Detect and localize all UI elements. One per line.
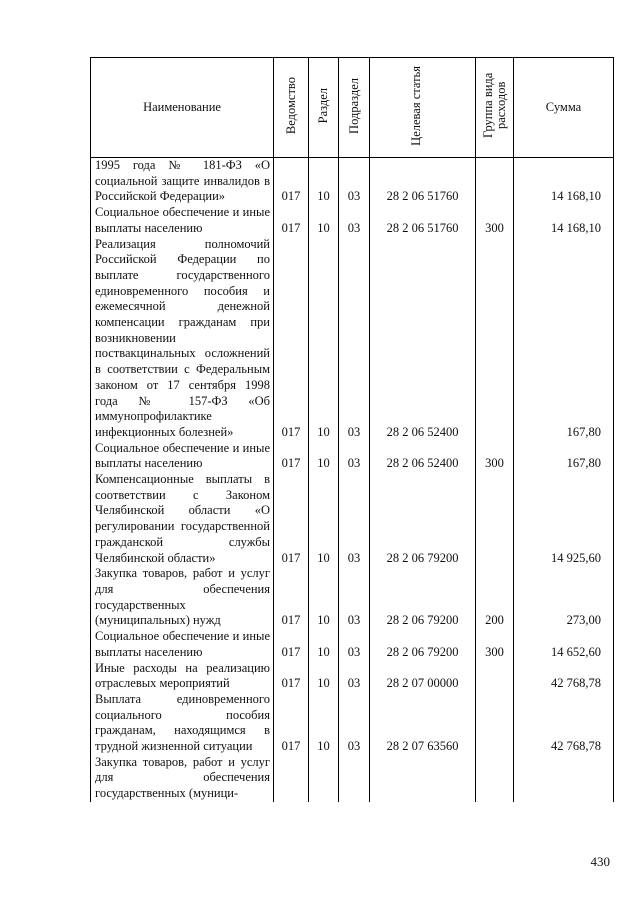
cell-name: Выплата единовременного социального пособия гражданам, находящимся в трудной жизненной ситуации — [91, 692, 274, 755]
cell-name: Реализация полномочий Российской Федерации по выплате государственного единовременного пособия и ежемесячной денежной компенсации гражданам при возникновении поствакцинальных осложнений в соответствии с Федеральным законом от 17 сентября 1998 года № 157-ФЗ «Об иммунопрофилактике инфекционных болезней» — [91, 237, 274, 441]
cell-gruppa — [476, 692, 514, 755]
cell-gruppa: 300 — [476, 205, 514, 236]
cell-celevaya: 28 2 06 51760 — [370, 205, 476, 236]
table-row — [91, 755, 614, 802]
cell-podrazdel: 03 — [339, 237, 370, 441]
cell-ved: 017 — [274, 158, 309, 206]
cell-summa: 167,80 — [514, 441, 614, 472]
table-row — [91, 237, 614, 441]
cell-name: 1995 года № 181-ФЗ «О социальной защите инвалидов в Российской Федерации» — [91, 158, 274, 206]
cell-celevaya: 28 2 06 52400 — [370, 237, 476, 441]
cell-summa: 14 168,10 — [514, 205, 614, 236]
cell-razdel: 10 — [309, 566, 339, 629]
cell-celevaya: 28 2 06 79200 — [370, 472, 476, 566]
cell-gruppa — [476, 237, 514, 441]
cell-podrazdel: 03 — [339, 158, 370, 206]
cell-celevaya: 28 2 07 63560 — [370, 692, 476, 755]
cell-name: Социальное обеспечение и иные выплаты населению — [91, 205, 274, 236]
cell-ved: 017 — [274, 661, 309, 692]
cell-celevaya: 28 2 06 79200 — [370, 629, 476, 660]
cell-summa: 14 168,10 — [514, 158, 614, 206]
cell-summa: 14 925,60 — [514, 472, 614, 566]
cell-gruppa: 300 — [476, 629, 514, 660]
cell-podrazdel: 03 — [339, 692, 370, 755]
cell-celevaya — [370, 755, 476, 802]
cell-gruppa: 300 — [476, 441, 514, 472]
cell-podrazdel: 03 — [339, 205, 370, 236]
table-row — [91, 566, 614, 629]
cell-razdel: 10 — [309, 692, 339, 755]
cell-celevaya: 28 2 06 51760 — [370, 158, 476, 206]
header-ved: Ведомство — [274, 58, 309, 158]
cell-ved: 017 — [274, 566, 309, 629]
cell-summa: 167,80 — [514, 237, 614, 441]
header-celevaya: Целевая статья — [370, 58, 476, 158]
cell-ved: 017 — [274, 472, 309, 566]
header-gruppa: Группа вида расходов — [476, 58, 514, 158]
cell-gruppa — [476, 158, 514, 206]
cell-name: Компенсационные выплаты в соответствии с Законом Челябинской области «О регулировании государственной гражданской службы Челябинской области» — [91, 472, 274, 566]
cell-podrazdel — [339, 755, 370, 802]
cell-podrazdel: 03 — [339, 472, 370, 566]
cell-razdel: 10 — [309, 237, 339, 441]
cell-ved — [274, 755, 309, 802]
cell-celevaya: 28 2 06 52400 — [370, 441, 476, 472]
cell-name: Социальное обеспечение и иные выплаты населению — [91, 441, 274, 472]
table-row — [91, 441, 614, 472]
table-row — [91, 629, 614, 660]
table-row — [91, 158, 614, 206]
table-row — [91, 472, 614, 566]
cell-razdel: 10 — [309, 441, 339, 472]
cell-gruppa — [476, 661, 514, 692]
cell-podrazdel: 03 — [339, 566, 370, 629]
cell-ved: 017 — [274, 629, 309, 660]
cell-name: Иные расходы на реализацию отраслевых мероприятий — [91, 661, 274, 692]
table-header-row — [91, 58, 614, 158]
cell-razdel: 10 — [309, 158, 339, 206]
table-row — [91, 661, 614, 692]
page-number: 430 — [590, 854, 610, 869]
cell-celevaya: 28 2 07 00000 — [370, 661, 476, 692]
table-row — [91, 692, 614, 755]
cell-summa: 42 768,78 — [514, 692, 614, 755]
cell-razdel: 10 — [309, 472, 339, 566]
cell-podrazdel: 03 — [339, 661, 370, 692]
cell-podrazdel: 03 — [339, 441, 370, 472]
cell-name: Закупка товаров, работ и услуг для обеспечения государственных (муници- — [91, 755, 274, 802]
cell-gruppa: 200 — [476, 566, 514, 629]
cell-ved: 017 — [274, 692, 309, 755]
cell-summa: 14 652,60 — [514, 629, 614, 660]
header-name: Наименование — [91, 58, 274, 158]
cell-summa: 42 768,78 — [514, 661, 614, 692]
cell-razdel: 10 — [309, 205, 339, 236]
cell-razdel: 10 — [309, 661, 339, 692]
cell-celevaya: 28 2 06 79200 — [370, 566, 476, 629]
cell-ved: 017 — [274, 205, 309, 236]
cell-name: Закупка товаров, работ и услуг для обеспечения государственных (муниципальных) нужд — [91, 566, 274, 629]
header-razdel: Раздел — [309, 58, 339, 158]
cell-summa: 273,00 — [514, 566, 614, 629]
cell-summa — [514, 755, 614, 802]
cell-podrazdel: 03 — [339, 629, 370, 660]
cell-name: Социальное обеспечение и иные выплаты населению — [91, 629, 274, 660]
cell-razdel — [309, 755, 339, 802]
table-row — [91, 205, 614, 236]
cell-razdel: 10 — [309, 629, 339, 660]
cell-gruppa — [476, 472, 514, 566]
header-podrazdel: Подраздел — [339, 58, 370, 158]
cell-ved: 017 — [274, 441, 309, 472]
cell-ved: 017 — [274, 237, 309, 441]
budget-table — [90, 57, 614, 802]
header-summa: Сумма — [514, 58, 614, 158]
cell-gruppa — [476, 755, 514, 802]
